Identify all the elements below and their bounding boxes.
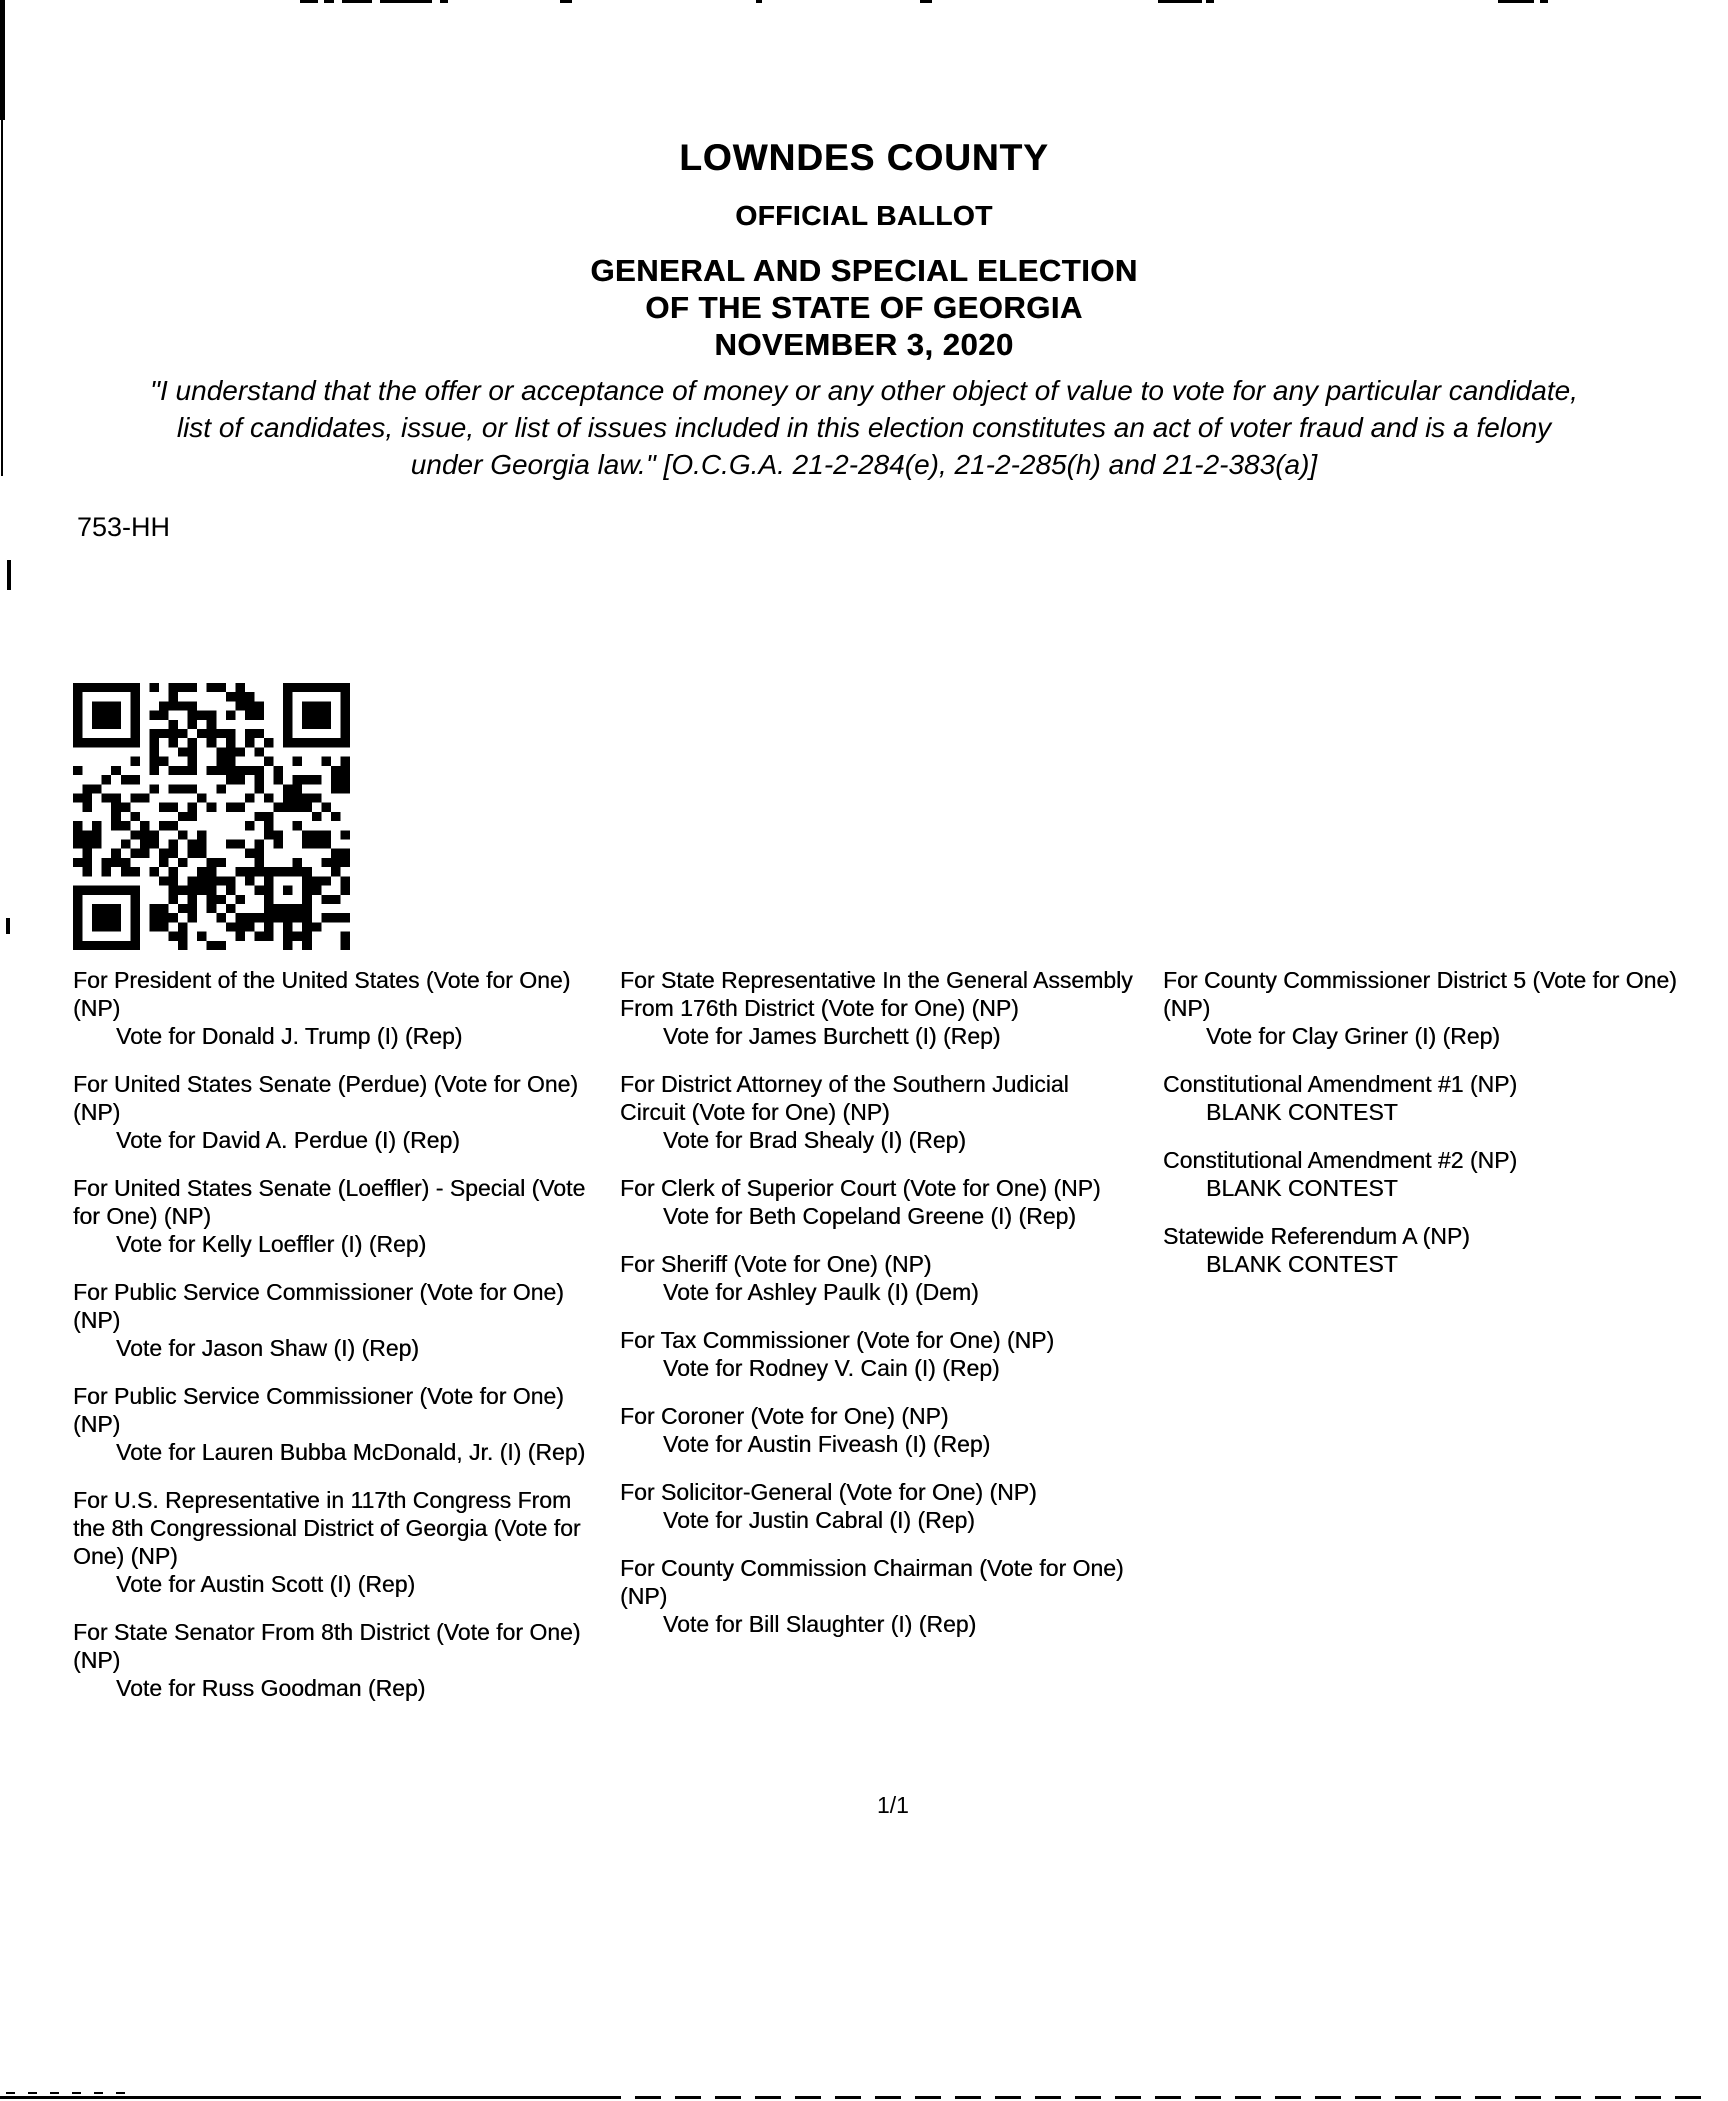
ballot-type-title: OFFICIAL BALLOT <box>735 200 993 231</box>
scan-artifact-top-dash <box>1498 0 1534 3</box>
scan-artifact-top-dash <box>440 0 448 3</box>
contest <box>620 1070 1137 1154</box>
scan-artifact-tick <box>7 560 11 590</box>
contest-selection: Vote for Clay Griner (I) (Rep) <box>1206 1023 1500 1049</box>
scan-artifact-bottom-line <box>0 2096 595 2099</box>
contest-title: For Solicitor-General (Vote for One) (NP) <box>620 1479 1037 1505</box>
contest-selection: Vote for Bill Slaughter (I) (Rep) <box>663 1611 977 1637</box>
contest <box>620 1326 1137 1382</box>
election-date: NOVEMBER 3, 2020 <box>714 327 1014 362</box>
scan-artifact-top-dash <box>756 0 762 3</box>
precinct-code: 753-HH <box>77 512 171 542</box>
contest <box>73 1174 590 1258</box>
disclaimer-line1: "I understand that the offer or acceptance of money or any other object of value to vote for any particular candidate, <box>150 375 1578 406</box>
page-number: 1/1 <box>877 1792 909 1818</box>
contest <box>73 1070 590 1154</box>
ballot-column-1 <box>73 966 590 1722</box>
scan-artifact-top-dash <box>560 0 572 3</box>
contest-selection: Vote for James Burchett (I) (Rep) <box>663 1023 1001 1049</box>
contest-selection: Vote for Donald J. Trump (I) (Rep) <box>116 1023 463 1049</box>
contest-title: For United States Senate (Loeffler) - Special (Vote for One) (NP) <box>73 1175 586 1229</box>
contest-selection: Vote for Kelly Loeffler (I) (Rep) <box>116 1231 427 1257</box>
contest <box>73 1278 590 1362</box>
scan-artifact-bottom-dashes <box>595 2096 1707 2099</box>
contest-selection: Vote for Austin Scott (I) (Rep) <box>116 1571 416 1597</box>
contest-selection: BLANK CONTEST <box>1206 1251 1398 1277</box>
contest-selection: Vote for Beth Copeland Greene (I) (Rep) <box>663 1203 1076 1229</box>
scan-artifact-top-dash <box>300 0 318 3</box>
contest-title: For Clerk of Superior Court (Vote for One) (NP) <box>620 1175 1101 1201</box>
election-title-line1: GENERAL AND SPECIAL ELECTION <box>590 253 1138 288</box>
contest <box>620 1250 1137 1306</box>
contest <box>73 966 590 1050</box>
contest-title: For United States Senate (Perdue) (Vote for One) (NP) <box>73 1071 578 1125</box>
contest-title: For Tax Commissioner (Vote for One) (NP) <box>620 1327 1055 1353</box>
disclaimer-line3: under Georgia law." [O.C.G.A. 21-2-284(e), 21-2-285(h) and 21-2-383(a)] <box>410 449 1318 480</box>
contest-title: For District Attorney of the Southern Judicial Circuit (Vote for One) (NP) <box>620 1071 1069 1125</box>
contest <box>73 1486 590 1598</box>
contest-title: For President of the United States (Vote for One) (NP) <box>73 967 571 1021</box>
election-title-line2: OF THE STATE OF GEORGIA <box>645 290 1083 325</box>
scan-artifact-top-dash <box>342 0 372 3</box>
county-title: LOWNDES COUNTY <box>679 137 1049 178</box>
contest-selection: Vote for Jason Shaw (I) (Rep) <box>116 1335 419 1361</box>
ballot-column-2 <box>620 966 1137 1658</box>
contest-title: For State Senator From 8th District (Vote for One) (NP) <box>73 1619 581 1673</box>
contest-title: For U.S. Representative in 117th Congress From the 8th Congressional District of Georgia (Vote for One) (NP) <box>73 1487 581 1569</box>
election-title <box>0 252 1728 363</box>
contest-selection: Vote for Justin Cabral (I) (Rep) <box>663 1507 975 1533</box>
contest <box>73 1618 590 1702</box>
scan-artifact-left-bar <box>0 0 5 120</box>
contest <box>1163 1222 1723 1278</box>
contest-selection: BLANK CONTEST <box>1206 1175 1398 1201</box>
contest-title: For Public Service Commissioner (Vote for One) (NP) <box>73 1279 564 1333</box>
ballot-header <box>0 138 1728 363</box>
scan-artifact-top-dash <box>1206 0 1214 3</box>
contest-title: For Sheriff (Vote for One) (NP) <box>620 1251 932 1277</box>
scan-artifact-tick <box>6 918 10 934</box>
scan-artifact-bottom-ticks <box>6 2092 136 2094</box>
contest <box>620 1174 1137 1230</box>
ballot-column-3 <box>1163 966 1723 1298</box>
scan-artifact-top-dash <box>920 0 932 3</box>
contest-title: Constitutional Amendment #2 (NP) <box>1163 1147 1518 1173</box>
scan-artifact-top-dash <box>324 0 334 3</box>
contest-title: For Public Service Commissioner (Vote for One) (NP) <box>73 1383 564 1437</box>
scan-artifact-top-dash <box>380 0 432 3</box>
contest-title: For Coroner (Vote for One) (NP) <box>620 1403 949 1429</box>
contest-selection: Vote for Brad Shealy (I) (Rep) <box>663 1127 966 1153</box>
scan-artifact-top-dash <box>1158 0 1202 3</box>
contest-title: For State Representative In the General Assembly From 176th District (Vote for One) (NP) <box>620 967 1133 1021</box>
scan-artifact-top-dash <box>1540 0 1548 3</box>
contest-selection: BLANK CONTEST <box>1206 1099 1398 1125</box>
contest <box>1163 1070 1723 1126</box>
contest-title: For County Commission Chairman (Vote for One) (NP) <box>620 1555 1124 1609</box>
contest-selection: Vote for Austin Fiveash (I) (Rep) <box>663 1431 991 1457</box>
disclaimer-line2: list of candidates, issue, or list of issues included in this election constitutes an act of voter fraud and is a felony <box>176 412 1552 443</box>
contest <box>620 1554 1137 1638</box>
contest <box>620 1402 1137 1458</box>
contest-selection: Vote for Ashley Paulk (I) (Dem) <box>663 1279 979 1305</box>
contest-title: Statewide Referendum A (NP) <box>1163 1223 1470 1249</box>
contest-title: For County Commissioner District 5 (Vote for One) (NP) <box>1163 967 1677 1021</box>
contest <box>620 966 1137 1050</box>
contest-selection: Vote for Lauren Bubba McDonald, Jr. (I) (Rep) <box>116 1439 586 1465</box>
voter-fraud-disclaimer <box>28 372 1700 483</box>
qr-code <box>73 683 350 950</box>
contest-selection: Vote for Russ Goodman (Rep) <box>116 1675 426 1701</box>
contest <box>620 1478 1137 1534</box>
contest <box>73 1382 590 1466</box>
contest <box>1163 966 1723 1050</box>
contest-selection: Vote for Rodney V. Cain (I) (Rep) <box>663 1355 1000 1381</box>
contest-selection: Vote for David A. Perdue (I) (Rep) <box>116 1127 460 1153</box>
contest-title: Constitutional Amendment #1 (NP) <box>1163 1071 1518 1097</box>
contest <box>1163 1146 1723 1202</box>
